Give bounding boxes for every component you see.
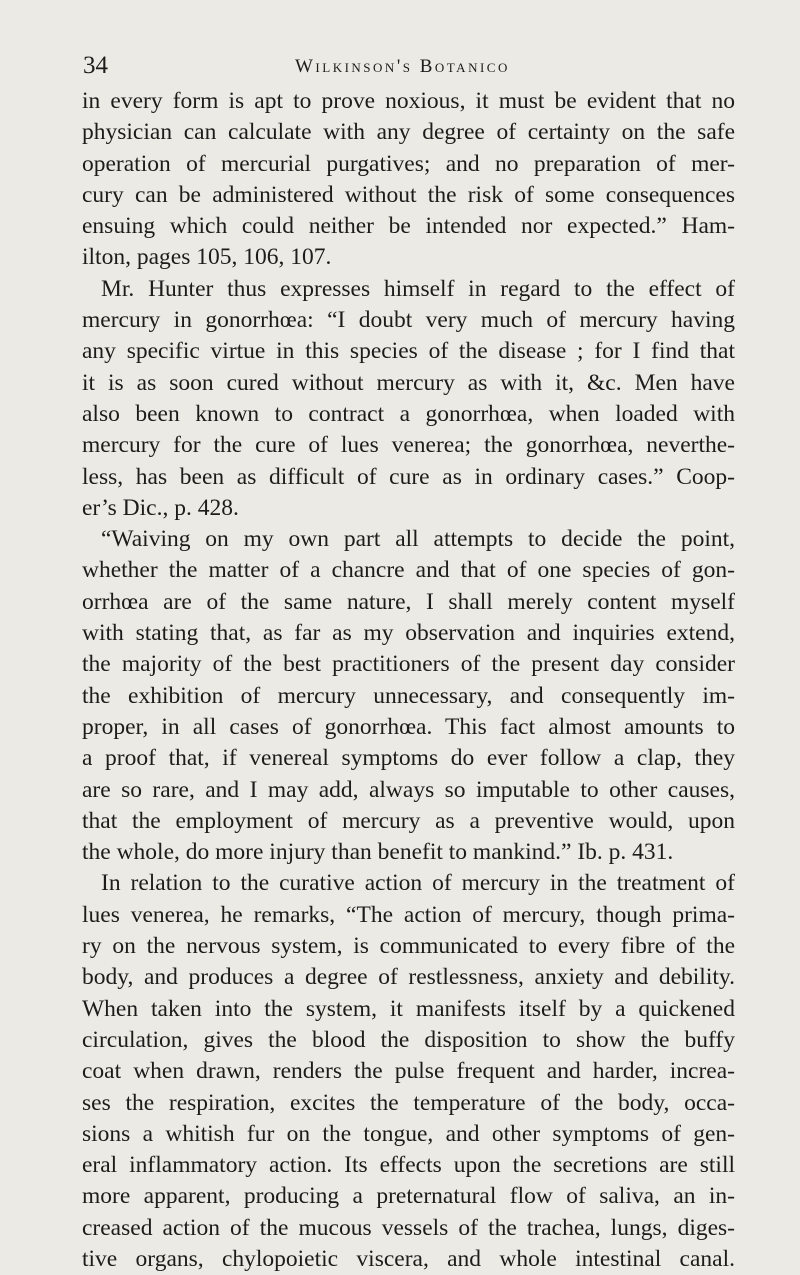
text-line: ilton, pages 105, 106, 107. — [82, 244, 332, 271]
text-line: whether the matter of a chancre and that of one species of gon- — [82, 557, 735, 584]
text-line: operation of mercurial purgatives; and no preparation of mer- — [82, 150, 735, 177]
text-line: body, and produces a degree of restlessness, anxiety and debility. — [82, 964, 735, 991]
page-header — [83, 50, 733, 82]
text-line: the exhibition of mercury unnecessary, and consequently im- — [82, 682, 735, 709]
text-line: mercury in gonorrhœa: “I doubt very much of mercury having — [82, 307, 735, 334]
text-line: also been known to contract a gonorrhœa, when loaded with — [82, 400, 735, 427]
text-line: less, has been as difficult of cure as in ordinary cases.” Coop- — [82, 463, 735, 490]
text-line: the whole, do more injury than benefit to mankind.” Ib. p. 431. — [82, 839, 674, 866]
text-line: orrhœa are of the same nature, I shall merely content myself — [82, 588, 735, 615]
text-line: ry on the nervous system, is communicated to every fibre of the — [82, 933, 735, 960]
text-line: “Waiving on my own part all attempts to decide the point, — [101, 526, 735, 553]
text-line: When taken into the system, it manifests itself by a quickened — [82, 995, 735, 1022]
text-line: In relation to the curative action of mercury in the treatment of — [101, 870, 735, 897]
text-line: that the employment of mercury as a preventive would, upon — [82, 807, 735, 834]
text-line: are so rare, and I may add, always so imputable to other causes, — [82, 776, 735, 803]
text-line: proper, in all cases of gonorrhœa. This fact almost amounts to — [82, 713, 735, 740]
text-line: Mr. Hunter thus expresses himself in regard to the effect of — [101, 275, 735, 302]
text-line: ses the respiration, excites the temperature of the body, occa- — [82, 1089, 735, 1116]
text-line: creased action of the mucous vessels of the trachea, lungs, diges- — [82, 1214, 735, 1241]
text-line: in every form is apt to prove noxious, it must be evident that no — [82, 88, 735, 114]
text-line: lues venerea, he remarks, “The action of mercury, though prima- — [82, 901, 735, 928]
page-number: 34 — [83, 52, 108, 79]
text-line: it is as soon cured without mercury as with it, &c. Men have — [82, 369, 735, 396]
text-line: tive organs, chylopoietic viscera, and whole intestinal canal. — [82, 1245, 735, 1272]
text-line: with stating that, as far as my observation and inquiries extend, — [82, 620, 735, 647]
text-line: cury can be administered without the risk of some consequences — [82, 181, 735, 208]
text-line: circulation, gives the blood the disposition to show the buffy — [82, 1026, 735, 1053]
text-line: the majority of the best practitioners of the present day consider — [82, 651, 735, 678]
running-head: Wilkinson's Botanico — [295, 56, 510, 77]
text-line: more apparent, producing a preternatural flow of saliva, an in- — [82, 1183, 735, 1210]
text-line: eral inflammatory action. Its effects upon the secretions are still — [82, 1152, 735, 1179]
text-line: sions a whitish fur on the tongue, and other symptoms of gen- — [82, 1120, 735, 1147]
text-line: ensuing which could neither be intended nor expected.” Ham- — [82, 213, 735, 240]
text-line: mercury for the cure of lues venerea; the gonorrhœa, neverthe- — [82, 432, 735, 459]
text-line: physician can calculate with any degree of certainty on the safe — [82, 119, 735, 146]
body-text — [82, 86, 735, 1275]
text-line: any specific virtue in this species of the disease ; for I find that — [82, 338, 735, 365]
text-line: a proof that, if venereal symptoms do ever follow a clap, they — [82, 745, 735, 772]
text-line: coat when drawn, renders the pulse frequent and harder, increa- — [82, 1058, 735, 1085]
text-line: er’s Dic., p. 428. — [82, 494, 239, 521]
